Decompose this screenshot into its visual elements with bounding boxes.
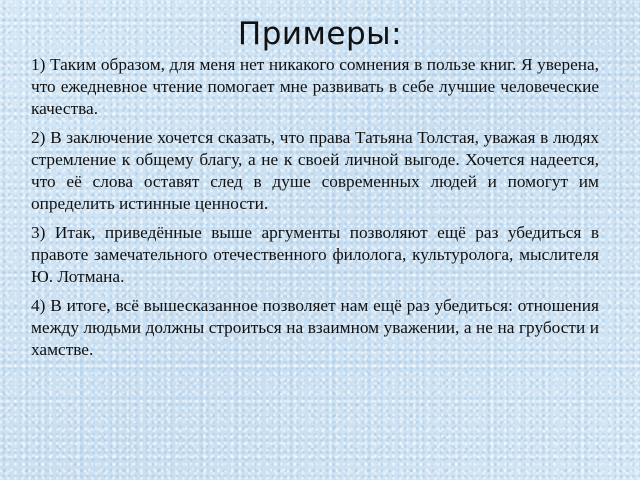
examples-list <box>31 54 599 368</box>
example-item-2: 2) В заключение хочется сказать, что права Татьяна Толстая, уважая в людях стремление к общему благу, а не к своей личной выгоде. Хочется надеется, что её слова оставят след в душе современных людей и помогут им определить истинные ценности. <box>31 128 599 213</box>
example-item-3: 3) Итак, приведённые выше аргументы позволяют ещё раз убедиться в правоте замечательного отечественного филолога, культуролога, мыслителя Ю. Лотмана. <box>31 223 599 286</box>
example-item-1: 1) Таким образом, для меня нет никакого сомнения в пользе книг. Я уверена, что ежедневное чтение помогает мне развивать в себе лучшие человеческие качества. <box>31 55 599 118</box>
example-item-4: 4) В итоге, всё вышесказанное позволяет нам ещё раз убедиться: отношения между людьми должны строиться на взаимном уважении, а не на грубости и хамстве. <box>31 296 599 359</box>
slide-title: Примеры: <box>237 16 403 52</box>
